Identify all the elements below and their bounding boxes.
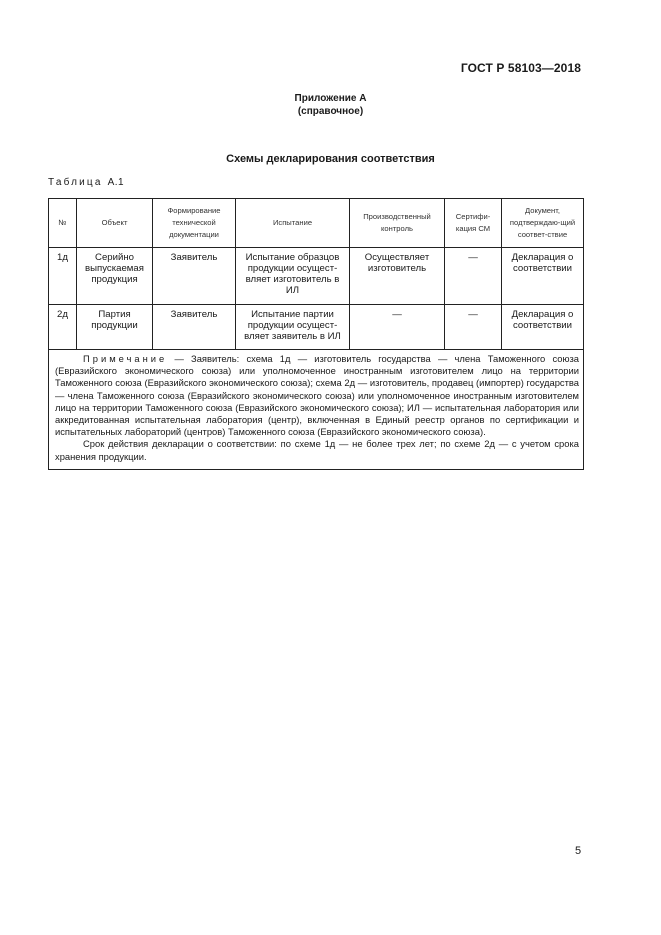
declaration-schemes-table bbox=[48, 198, 583, 470]
cell-production-control: — bbox=[350, 305, 445, 350]
cell-production-control: Осуществляет изготовитель bbox=[350, 248, 445, 305]
column-header-certification: Сертифи-кация СМ bbox=[445, 199, 502, 248]
section-title: Схемы декларирования соответствия bbox=[226, 153, 435, 165]
table-row bbox=[49, 305, 584, 350]
cell-number: 1д bbox=[49, 248, 77, 305]
cell-documentation: Заявитель bbox=[153, 305, 236, 350]
appendix-title: Приложение А bbox=[294, 93, 367, 104]
table-caption-number: А.1 bbox=[107, 177, 125, 188]
column-header-testing: Испытание bbox=[236, 199, 350, 248]
column-header-object: Объект bbox=[77, 199, 153, 248]
note-text: — Заявитель: схема 1д — изготовитель государства — члена Таможенного союза (Евразийского экономического союза) или уполномоченное иностранным изготовителем лицо на территории Таможенного союза (Евразийского экономического союза); схема 2д — изготовитель, продавец (импортер) государства — члена Таможенного союза (Евразийского экономического союза) или уполномоченное иностранным изготовителем лицо на территории Таможенного союза (Евразийского экономического союза); ИЛ — испытательная лаборатория или аккредитованная испытательная лаборатория (центр), включенная в Единый реестр органов по сертификации и испытательных лабораторий (центров) Таможенного союза (Евразийского экономического союза). bbox=[55, 353, 579, 438]
column-header-number: № bbox=[49, 199, 77, 248]
appendix-subtitle: (справочное) bbox=[297, 106, 364, 117]
cell-certification: — bbox=[445, 305, 502, 350]
cell-documentation: Заявитель bbox=[153, 248, 236, 305]
cell-object: Серийно выпускаемая продукция bbox=[77, 248, 153, 305]
cell-number: 2д bbox=[49, 305, 77, 350]
page-number: 5 bbox=[575, 845, 582, 857]
cell-testing: Испытание партии продукции осущест-вляет заявитель в ИЛ bbox=[236, 305, 350, 350]
appendix-heading bbox=[0, 92, 661, 118]
cell-document: Декларация о соответствии bbox=[502, 248, 584, 305]
table-note-row bbox=[49, 350, 584, 470]
note-paragraph bbox=[55, 353, 579, 438]
table-caption bbox=[48, 177, 124, 188]
cell-document: Декларация о соответствии bbox=[502, 305, 584, 350]
cell-object: Партия продукции bbox=[77, 305, 153, 350]
table-note bbox=[49, 350, 584, 470]
column-header-documentation: Формирование технической документации bbox=[153, 199, 236, 248]
column-header-production-control: Производственный контроль bbox=[350, 199, 445, 248]
table-caption-prefix: Таблица bbox=[48, 177, 103, 188]
cell-testing: Испытание образцов продукции осущест-вляет изготовитель в ИЛ bbox=[236, 248, 350, 305]
table-header-row bbox=[49, 199, 584, 248]
column-header-document: Документ, подтверждаю-щий соответ-ствие bbox=[502, 199, 584, 248]
table-row bbox=[49, 248, 584, 305]
note-validity: Срок действия декларации о соответствии: по схеме 1д — не более трех лет; по схеме 2д — с учетом срока хранения продукции. bbox=[55, 438, 579, 462]
standard-code: ГОСТ Р 58103—2018 bbox=[460, 61, 581, 75]
cell-certification: — bbox=[445, 248, 502, 305]
note-label: Примечание bbox=[83, 353, 168, 364]
